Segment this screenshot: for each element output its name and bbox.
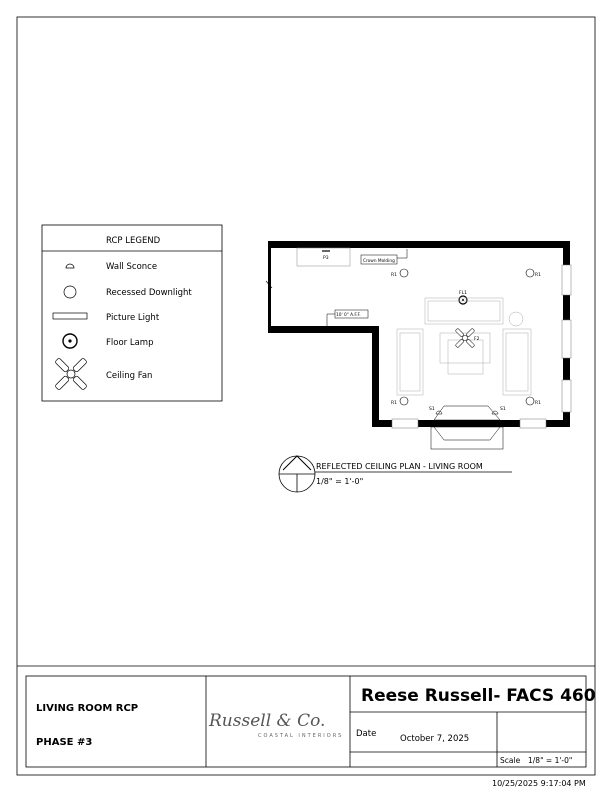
sheet-title: LIVING ROOM RCP	[36, 703, 139, 714]
print-timestamp: 10/25/2025 9:17:04 PM	[492, 779, 586, 788]
label-s1-left: S1	[429, 407, 435, 412]
reflected-ceiling-plan	[266, 241, 571, 492]
date-value: October 7, 2025	[400, 734, 470, 744]
scale-label: Scale	[500, 756, 521, 765]
plan-floor-lamp	[459, 296, 467, 304]
floor-lamp-icon	[63, 334, 77, 348]
legend-label-wall-sconce: Wall Sconce	[106, 262, 158, 272]
label-r1-d: R1	[535, 401, 541, 406]
legend-label-floor-lamp: Floor Lamp	[106, 338, 154, 348]
legend-label-ceiling-fan: Ceiling Fan	[106, 371, 153, 381]
recessed-downlight-icon	[64, 286, 76, 298]
furniture	[397, 298, 531, 395]
crown-molding-callout	[361, 249, 407, 264]
picture-light-icon	[53, 313, 87, 319]
label-s1-right: S1	[500, 407, 506, 412]
designer-name: Reese Russell- FACS 460	[361, 686, 596, 706]
label-r1-b: R1	[535, 273, 541, 278]
label-p3: P3	[323, 256, 329, 261]
svg-text:Russell & Co.: Russell & Co.	[209, 711, 326, 731]
legend-label-picture-light: Picture Light	[106, 313, 160, 323]
svg-text:COASTAL INTERIORS: COASTAL INTERIORS	[258, 733, 344, 739]
sconce-s1-left	[436, 411, 442, 414]
legend-title: RCP LEGEND	[106, 236, 161, 246]
sconce-s1-right	[492, 411, 498, 414]
legend-label-recessed-downlight: Recessed Downlight	[106, 288, 192, 298]
company-logo	[208, 711, 343, 739]
wall-sconce-icon	[66, 264, 74, 268]
plan-scale: 1/8" = 1'-0"	[316, 477, 364, 486]
room-walls	[268, 241, 570, 427]
sheet-border	[17, 17, 595, 775]
label-r1-c: R1	[391, 401, 397, 406]
svg-text:10' 0" A.F.F.: 10' 0" A.F.F.	[336, 313, 361, 318]
rcp-legend	[42, 225, 222, 402]
ceiling-height-callout	[327, 310, 368, 326]
label-r1-a: R1	[391, 273, 397, 278]
scale-value: 1/8" = 1'-0"	[528, 756, 573, 765]
phase-label: PHASE #3	[36, 737, 93, 748]
plan-title: REFLECTED CEILING PLAN - LIVING ROOM	[316, 462, 483, 471]
svg-text:Crown Molding: Crown Molding	[363, 259, 395, 264]
label-f2: F2	[474, 337, 480, 342]
right-windows	[562, 265, 571, 412]
date-label: Date	[356, 729, 377, 739]
label-fl1: FL1	[459, 291, 467, 296]
ceiling-fan-icon	[43, 346, 100, 403]
